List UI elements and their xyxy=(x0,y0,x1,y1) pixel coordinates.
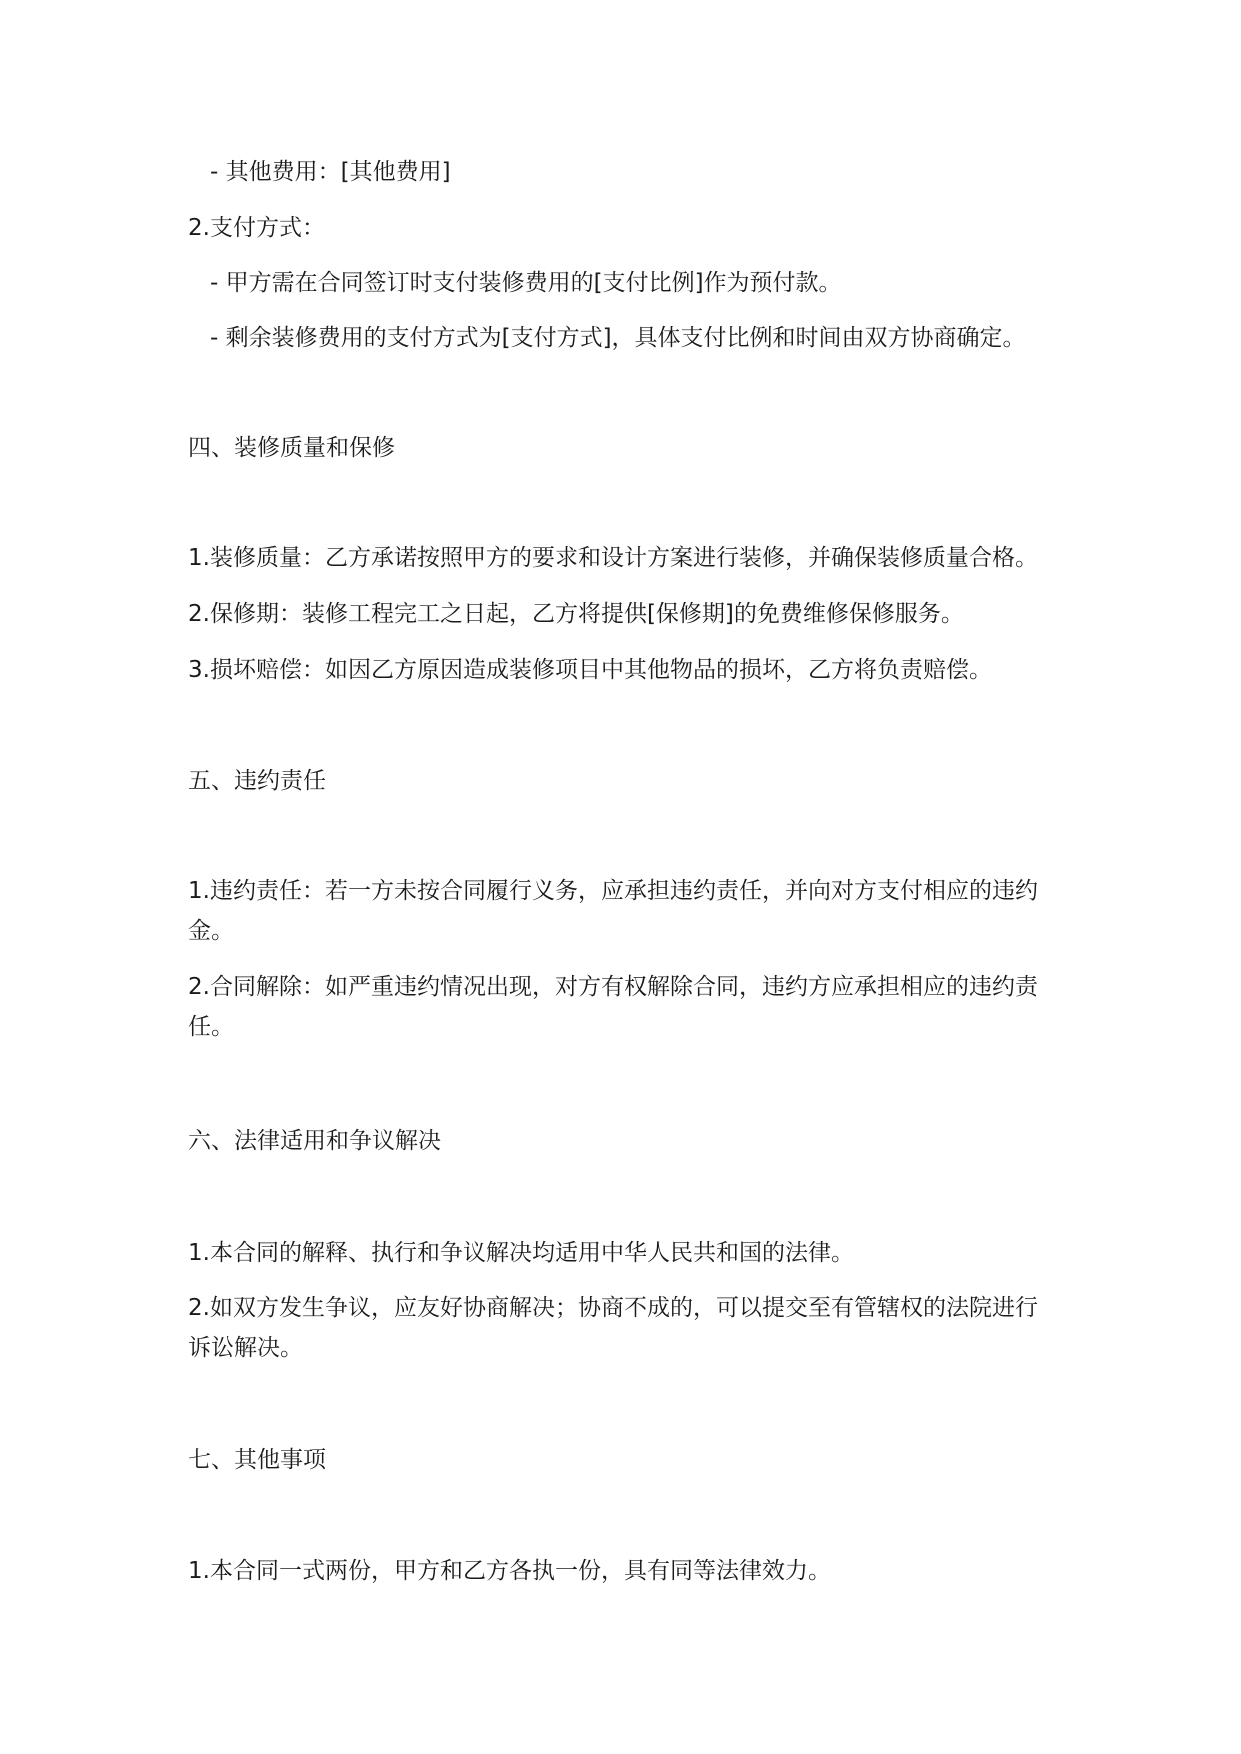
section4-item-3: 3.损坏赔偿：如因乙方原因造成装修项目中其他物品的损坏，乙方将负责赔偿。 xyxy=(188,657,992,683)
section6-item-2: 2.如双方发生争议，应友好协商解决；协商不成的，可以提交至有管辖权的法院进行诉讼解决。 xyxy=(188,1295,1038,1361)
section6-item-1: 1.本合同的解释、执行和争议解决均适用中华人民共和国的法律。 xyxy=(188,1240,854,1266)
payment-other-fees: - 其他费用：[其他费用] xyxy=(210,159,451,185)
section4-item-2: 2.保修期：装修工程完工之日起，乙方将提供[保修期]的免费维修保修服务。 xyxy=(188,601,964,627)
payment-method-title: 2.支付方式： xyxy=(188,215,325,241)
payment-remainder: - 剩余装修费用的支付方式为[支付方式]，具体支付比例和时间由双方协商确定。 xyxy=(210,325,1026,351)
section7-heading: 七、其他事项 xyxy=(188,1447,326,1473)
section5-heading: 五、违约责任 xyxy=(188,768,326,794)
section5-item-2: 2.合同解除：如严重违约情况出现，对方有权解除合同，违约方应承担相应的违约责任。 xyxy=(188,974,1038,1040)
payment-prepay: - 甲方需在合同签订时支付装修费用的[支付比例]作为预付款。 xyxy=(210,270,842,296)
section5-item-1: 1.违约责任：若一方未按合同履行义务，应承担违约责任，并向对方支付相应的违约金。 xyxy=(188,878,1038,944)
section4-heading: 四、装修质量和保修 xyxy=(188,435,395,461)
section7-item-1: 1.本合同一式两份，甲方和乙方各执一份，具有同等法律效力。 xyxy=(188,1558,831,1584)
section4-item-1: 1.装修质量：乙方承诺按照甲方的要求和设计方案进行装修，并确保装修质量合格。 xyxy=(188,545,1038,571)
section6-heading: 六、法律适用和争议解决 xyxy=(188,1128,441,1154)
